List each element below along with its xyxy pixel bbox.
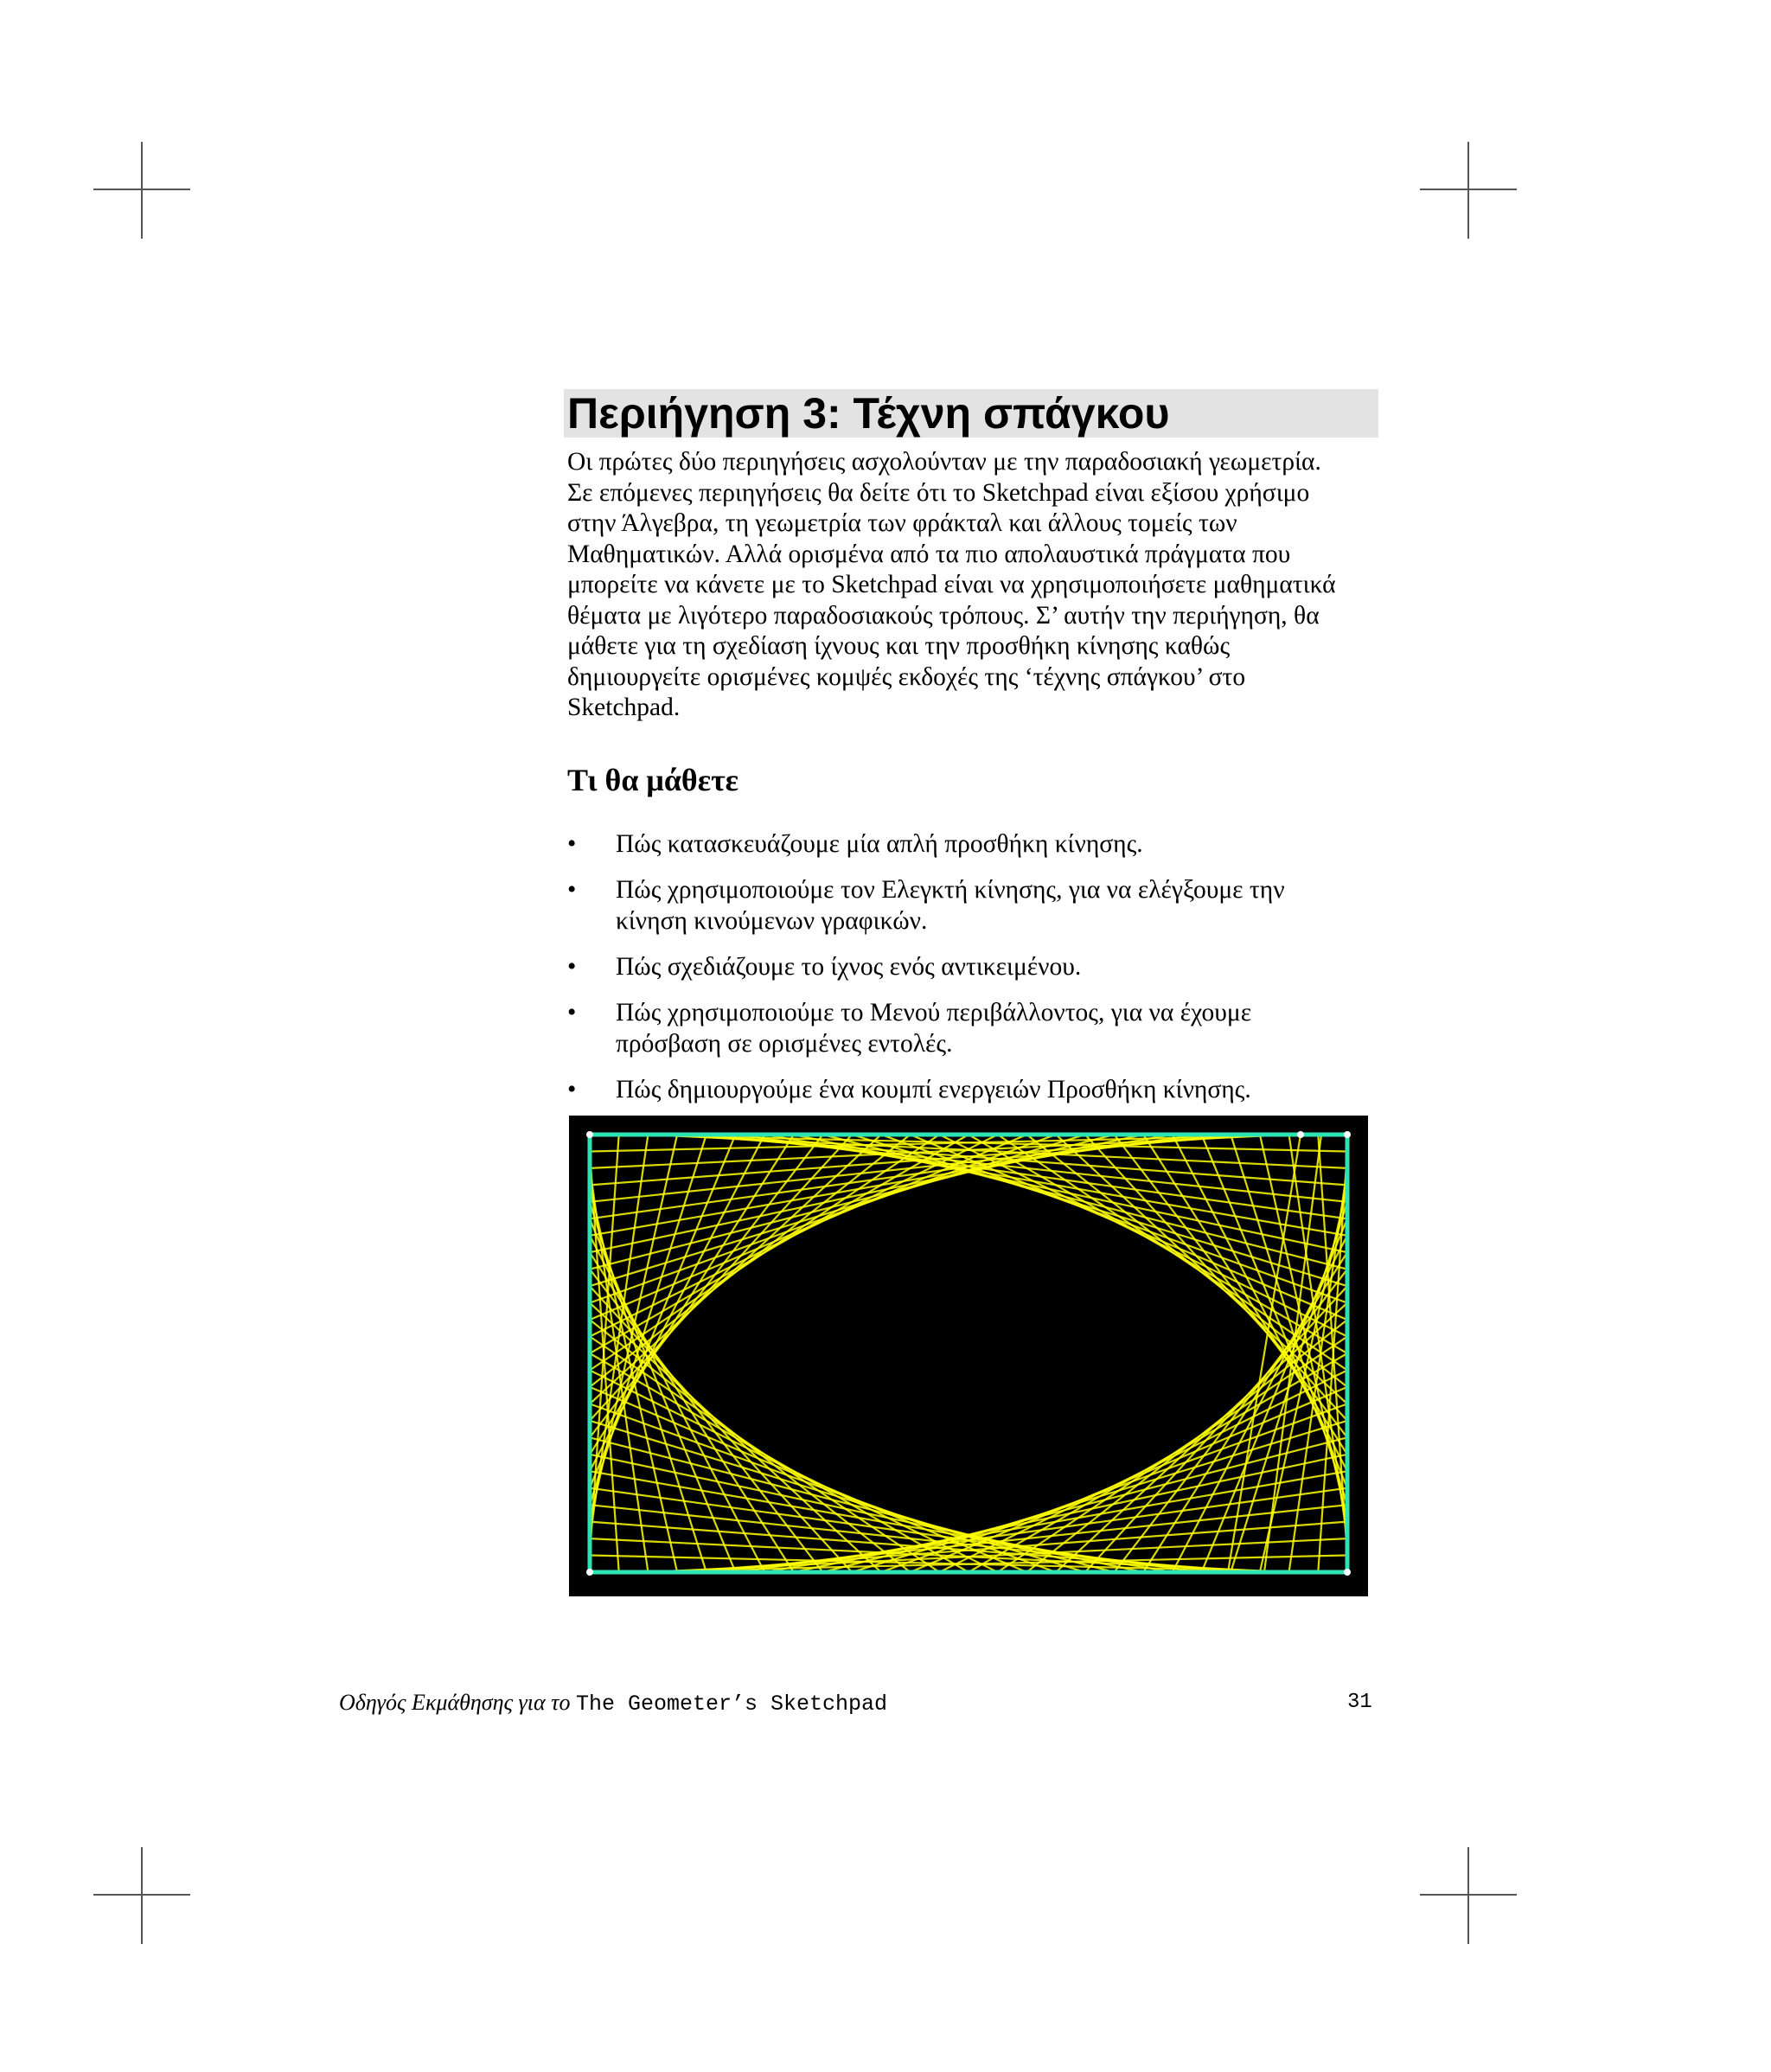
string-art-figure: [569, 1116, 1368, 1596]
point-marker: [1344, 1569, 1351, 1576]
intro-line: θέματα με λιγότερο παραδοσιακούς τρόπους. Σ’ αυτήν την περιήγηση, θα: [567, 601, 1320, 630]
crop-mark: [1467, 1847, 1469, 1944]
bullet-icon: •: [567, 999, 577, 1026]
footer-guide-label: Οδηγός Εκμάθησης για το: [339, 1690, 571, 1715]
intro-line: Μαθηματικών. Αλλά ορισμένα από τα πιο απολαυστικά πράγματα που: [567, 540, 1291, 568]
point-marker: [1297, 1131, 1304, 1138]
point-marker: [586, 1569, 593, 1576]
list-item: [564, 1074, 1377, 1105]
intro-line: μάθετε για τη σχεδίαση ίχνους και την προσθήκη κίνησης καθώς: [567, 632, 1231, 660]
list-item-text: Πώς χρησιμοποιούμε τον Ελεγκτή κίνησης, για να ελέγξουμε την: [616, 876, 1285, 904]
intro-paragraph: [567, 447, 1380, 724]
list-item-text: Πώς κατασκευάζουμε μία απλή προσθήκη κίνησης.: [616, 830, 1143, 858]
intro-line: Οι πρώτες δύο περιηγήσεις ασχολούνταν με την παραδοσιακή γεωμετρία.: [567, 448, 1321, 476]
learning-objectives-list: [564, 828, 1377, 1120]
list-item-text: κίνηση κινούμενων γραφικών.: [616, 907, 928, 935]
intro-line: μπορείτε να κάνετε με το Sketchpad είναι να χρησιμοποιήσετε μαθηματικά: [567, 571, 1336, 598]
bullet-icon: •: [567, 876, 577, 904]
string-art-canvas: [569, 1116, 1368, 1596]
list-item-text: Πώς σχεδιάζουμε το ίχνος ενός αντικειμένου.: [616, 953, 1082, 981]
point-marker: [586, 1131, 593, 1138]
list-item-text: Πώς δημιουργούμε ένα κουμπί ενεργειών Προσθήκη κίνησης.: [616, 1076, 1251, 1103]
footer-product-name: The Geometer’s Sketchpad: [575, 1691, 888, 1717]
footer-book-title: [339, 1689, 887, 1718]
list-item: [564, 997, 1377, 1059]
list-item: [564, 951, 1377, 982]
page-number: 31: [1347, 1691, 1372, 1714]
page-title: Περιήγηση 3: Τέχνη σπάγκου: [567, 389, 1170, 438]
crop-mark: [1467, 142, 1469, 239]
intro-line: Σε επόμενες περιηγήσεις θα δείτε ότι το Sketchpad είναι εξίσου χρήσιμο: [567, 478, 1310, 507]
list-item-text: Πώς χρησιμοποιούμε το Μενού περιβάλλοντος, για να έχουμε: [616, 999, 1252, 1026]
bullet-icon: •: [567, 1076, 577, 1103]
section-heading: Τι θα μάθετε: [567, 763, 739, 797]
crop-mark: [141, 142, 143, 239]
crop-mark: [141, 1847, 143, 1944]
bullet-icon: •: [567, 830, 577, 858]
intro-line: δημιουργείτε ορισμένες κομψές εκδοχές της ‘τέχνης σπάγκου’ στο: [567, 662, 1246, 691]
bullet-icon: •: [567, 953, 577, 981]
list-item: [564, 828, 1377, 860]
intro-line: στην Άλγεβρα, τη γεωμετρία των φράκταλ και άλλους τομείς των: [567, 509, 1237, 537]
list-item-text: πρόσβαση σε ορισμένες εντολές.: [616, 1030, 953, 1058]
point-marker: [1344, 1131, 1351, 1138]
intro-line: Sketchpad.: [567, 694, 681, 721]
list-item: [564, 874, 1377, 937]
